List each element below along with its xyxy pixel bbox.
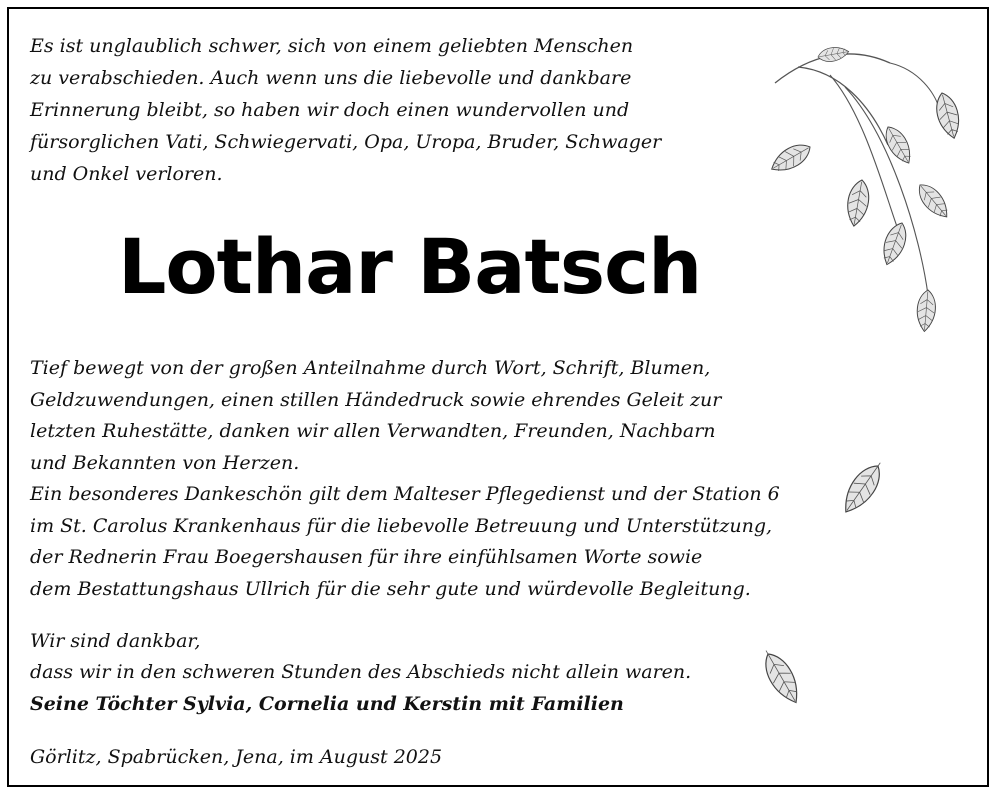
closing-text: Wir sind dankbar, dass wir in den schweren Stunden des Abschieds nicht allein waren.	[30, 630, 692, 683]
thanks-text: Tief bewegt von der großen Anteilnahme durch Wort, Schrift, Blumen, Geldzuwendungen, einen stillen Händedruck sowie ehrendes Geleit zur letzten Ruhestätte, danken wir allen Verwandten, Freunden, Nachbarn und Bekannten von Herzen. Ein besonderes Dankeschön gilt dem Malteser Pflegedienst und der Station 6 im St. Carolus Krankenhaus für die liebevolle Betreuung und Unterstützung, der Rednerin Frau Boegershausen für ihre einfühlsamen Worte sowie dem Bestattungshaus Ullrich für die sehr gute und würdevolle Begleitung.	[30, 357, 780, 600]
birch-branch-icon	[770, 35, 970, 365]
falling-leaf-icon	[752, 648, 812, 728]
signature: Seine Töchter Sylvia, Cornelia und Kerstin mit Familien	[30, 693, 624, 715]
place-date: Görlitz, Spabrücken, Jena, im August 2025	[30, 746, 443, 768]
deceased-name: Lothar Batsch	[118, 222, 702, 311]
falling-leaf-icon	[840, 460, 900, 540]
intro-text: Es ist unglaublich schwer, sich von einem geliebten Menschen zu verabschieden. Auch wenn uns die liebevolle und dankbare Erinnerung bleibt, so haben wir doch einen wundervollen und fürsorglichen Vati, Schwiegervati, Opa, Uropa, Bruder, Schwager und Onkel verloren.	[30, 35, 662, 185]
